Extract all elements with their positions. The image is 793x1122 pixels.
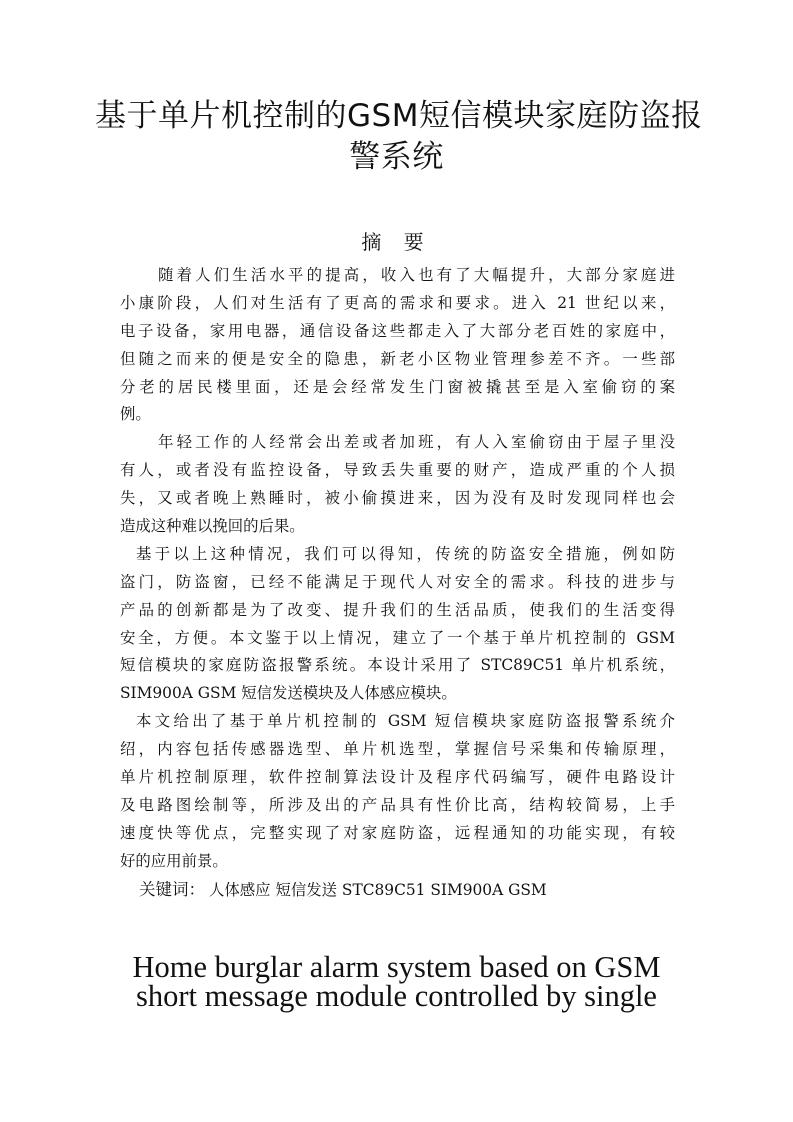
abstract-line: 随着人们生活水平的提高，收入也有了大幅提升，大部分家庭进	[158, 266, 675, 284]
abstract-line: 及电路图绘制等，所涉及出的产品具有性价比高，结构较简易，上手	[120, 795, 675, 814]
keywords-line	[139, 876, 547, 904]
chinese-title-line-2: 警系统	[349, 139, 444, 175]
keywords-label: 关键词：	[139, 880, 205, 899]
abstract-line: 年轻工作的人经常会出差或者加班，有人入室偷窃由于屋子里没	[158, 433, 675, 452]
english-title	[0, 950, 793, 1013]
abstract-line: 绍，内容包括传感器选型、单片机选型，掌握信号采集和传输原理，	[120, 740, 675, 759]
abstract-line: 速度快等优点，完整实现了对家庭防盗，远程通知的功能实现，有较	[120, 823, 675, 842]
abstract-line: 有人，或者没有监控设备，导致丢失重要的财产，造成严重的个人损	[120, 461, 675, 480]
english-title-line-1: Home burglar alarm system based on GSM	[132, 950, 661, 984]
abstract-heading: 摘 要	[361, 230, 432, 254]
abstract-line: 失，又或者晚上熟睡时，被小偷摸进来，因为没有及时发现同样也会	[120, 489, 675, 508]
abstract-line: 造成这种难以挽回的后果。	[120, 517, 305, 536]
abstract-body	[120, 262, 675, 876]
abstract-line: 盗门，防盗窗，已经不能满足于现代人对安全的需求。科技的进步与	[120, 572, 675, 591]
abstract-line: 基于以上这种情况，我们可以得知，传统的防盗安全措施，例如防	[136, 544, 675, 563]
abstract-line: 分老的居民楼里面，还是会经常发生门窗被撬甚至是入室偷窃的案	[120, 377, 675, 396]
abstract-line: 电子设备，家用电器，通信设备这些都走入了大部分老百姓的家庭中，	[120, 321, 675, 340]
chinese-title-line-1: 基于单片机控制的GSM短信模块家庭防盗报	[95, 98, 703, 134]
keywords-text: 人体感应 短信发送 STC89C51 SIM900A GSM	[209, 881, 547, 899]
abstract-line: 小康阶段，人们对生活有了更高的需求和要求。进入 21 世纪以来，	[120, 293, 675, 312]
abstract-line: 本文给出了基于单片机控制的 GSM 短信模块家庭防盗报警系统介	[136, 712, 675, 731]
chinese-title	[95, 96, 703, 178]
abstract-line: 但随之而来的便是安全的隐患，新老小区物业管理参差不齐。一些部	[120, 349, 675, 368]
abstract-line: 好的应用前景。	[120, 851, 228, 870]
abstract-line: SIM900A GSM 短信发送模块及人体感应模块。	[120, 684, 457, 703]
abstract-line: 例。	[120, 405, 151, 424]
abstract-line: 短信模块的家庭防盗报警系统。本设计采用了 STC89C51 单片机系统，	[120, 656, 675, 675]
abstract-line: 单片机控制原理，软件控制算法设计及程序代码编写，硬件电路设计	[120, 768, 675, 787]
english-title-line-2: short message module controlled by single	[136, 979, 657, 1013]
abstract-line: 产品的创新都是为了改变、提升我们的生活品质，使我们的生活变得	[120, 600, 675, 619]
abstract-line: 安全，方便。本文鉴于以上情况，建立了一个基于单片机控制的 GSM	[120, 628, 675, 647]
